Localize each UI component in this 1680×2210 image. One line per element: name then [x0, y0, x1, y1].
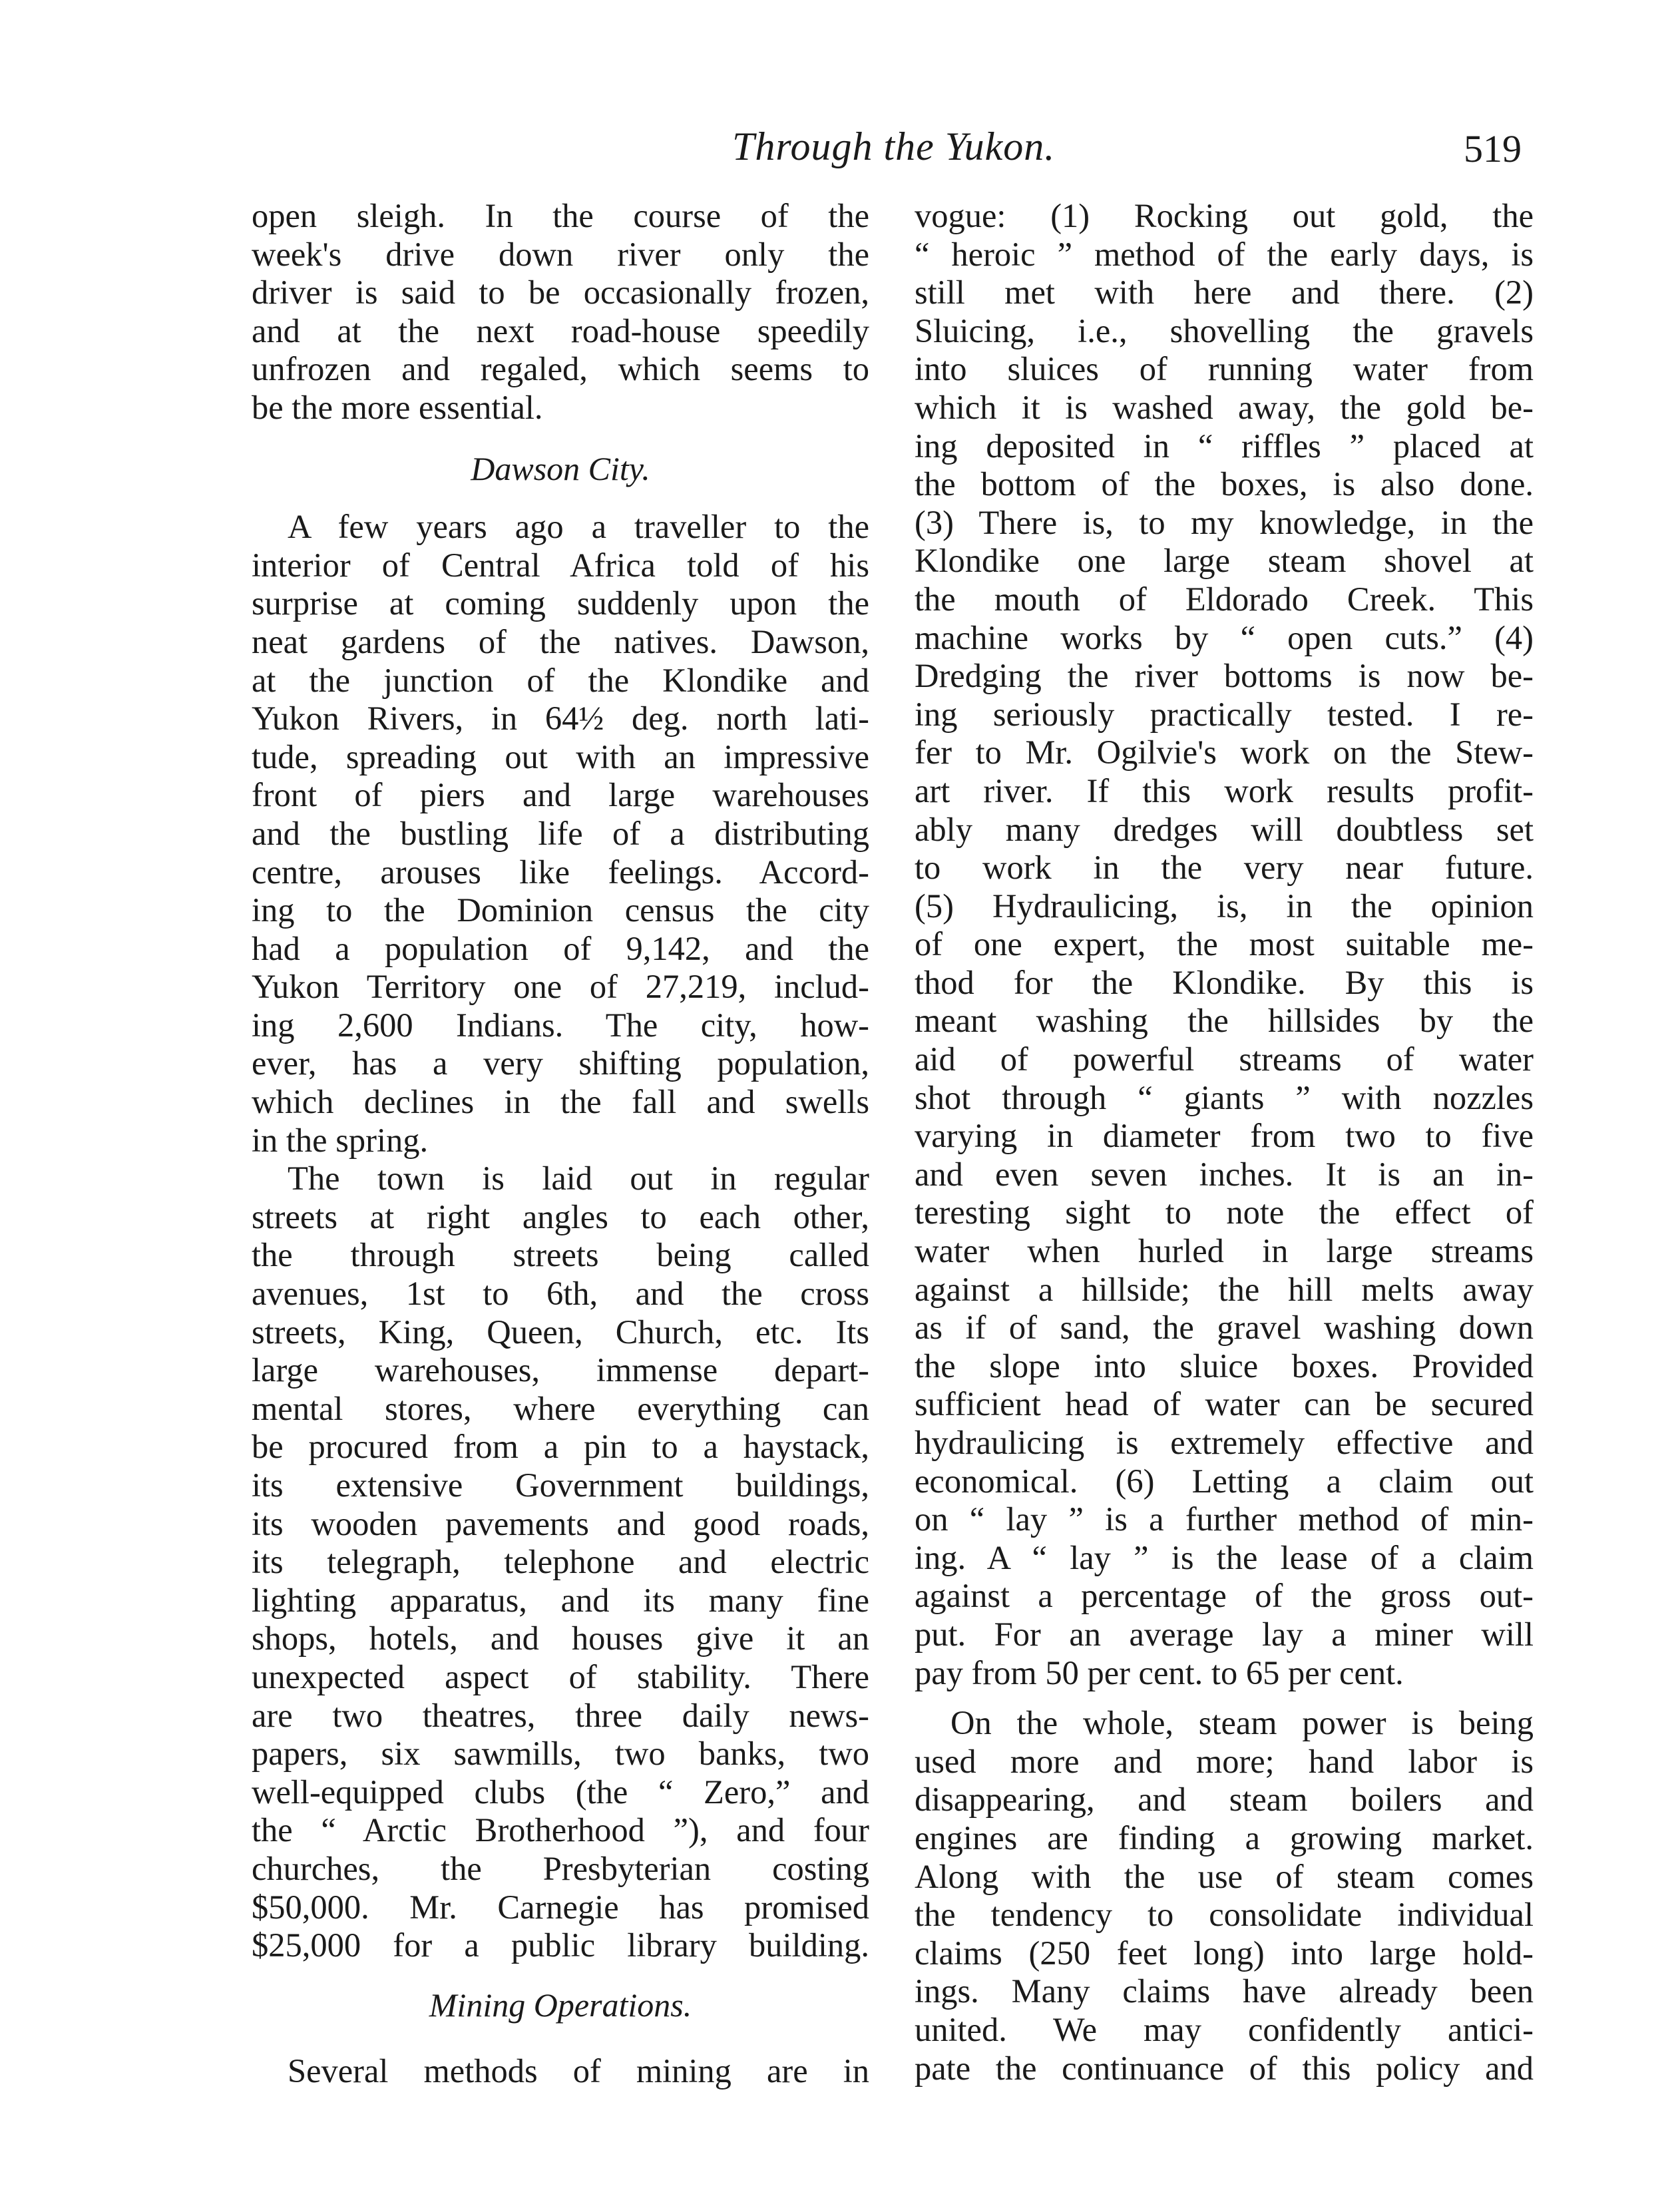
text-line: ing seriously practically tested. I re-: [915, 695, 1534, 733]
text-line: mental stores, where everything can: [252, 1389, 869, 1427]
text-line: On the whole, steam power is being: [950, 1704, 1534, 1742]
text-line: and even seven inches. It is an in-: [915, 1155, 1534, 1193]
text-line: unfrozen and regaled, which seems to: [252, 350, 869, 388]
text-line: hydraulicing is extremely effective and: [915, 1424, 1534, 1461]
text-line: on “ lay ” is a further method of min-: [915, 1500, 1534, 1538]
text-line: engines are finding a growing market.: [915, 1819, 1534, 1857]
text-line: its telegraph, telephone and electric: [252, 1543, 869, 1581]
text-line: Dredging the river bottoms is now be-: [915, 657, 1534, 695]
text-line: unexpected aspect of stability. There: [252, 1657, 869, 1695]
text-line: interior of Central Africa told of his: [252, 546, 869, 584]
text-line: lighting apparatus, and its many fine: [252, 1581, 869, 1619]
text-line: used more and more; hand labor is: [915, 1742, 1534, 1780]
text-line: ing deposited in “ riffles ” placed at: [915, 427, 1534, 465]
section-heading-mining-operations: Mining Operations.: [429, 1986, 692, 2024]
text-line: art river. If this work results profit-: [915, 772, 1534, 809]
text-line: surprise at coming suddenly upon the: [252, 584, 869, 622]
text-line: varying in diameter from two to five: [915, 1117, 1534, 1155]
text-line: united. We may confidently antici-: [915, 2010, 1534, 2048]
text-line: and at the next road-house speedily: [252, 312, 869, 349]
text-line: its extensive Government buildings,: [252, 1466, 869, 1504]
text-line: A few years ago a traveller to the: [288, 508, 869, 546]
text-line: shot through “ giants ” with nozzles: [915, 1078, 1534, 1116]
text-line: thod for the Klondike. By this is: [915, 963, 1534, 1001]
text-line: sufficient head of water can be secured: [915, 1385, 1534, 1423]
text-line: streets at right angles to each other,: [252, 1198, 869, 1235]
text-line: week's drive down river only the: [252, 235, 869, 273]
text-line: Klondike one large steam shovel at: [915, 542, 1534, 580]
text-line: at the junction of the Klondike and: [252, 661, 869, 699]
text-line: aid of powerful streams of water: [915, 1040, 1534, 1078]
text-line: ing to the Dominion census the city: [252, 891, 869, 929]
text-line: pay from 50 per cent. to 65 per cent.: [915, 1654, 1404, 1691]
text-line: “ heroic ” method of the early days, is: [915, 235, 1534, 273]
text-line: meant washing the hillsides by the: [915, 1002, 1534, 1040]
text-line: as if of sand, the gravel washing down: [915, 1309, 1534, 1347]
text-line: shops, hotels, and houses give it an: [252, 1620, 869, 1657]
text-line: open sleigh. In the course of the: [252, 197, 869, 234]
paragraph: [915, 1704, 1534, 2088]
text-line: Sluicing, i.e., shovelling the gravels: [915, 312, 1534, 349]
paragraph: [252, 1160, 869, 1964]
text-line: water when hurled in large streams: [915, 1232, 1534, 1270]
text-line: be the more essential.: [252, 388, 543, 426]
text-line: streets, King, Queen, Church, etc. Its: [252, 1313, 869, 1351]
paragraph: [252, 2052, 869, 2091]
text-line: tude, spreading out with an impressive: [252, 738, 869, 775]
paragraph: [915, 197, 1534, 1692]
text-line: The town is laid out in regular: [288, 1160, 869, 1198]
text-line: front of piers and large warehouses: [252, 776, 869, 814]
text-line: which declines in the fall and swells: [252, 1083, 869, 1121]
paragraph: [252, 197, 869, 427]
text-line: which it is washed away, the gold be-: [915, 388, 1534, 426]
text-line: (3) There is, to my knowledge, in the: [915, 503, 1534, 541]
text-line: ings. Many claims have already been: [915, 1972, 1534, 2010]
text-line: machine works by “ open cuts.” (4): [915, 618, 1534, 656]
text-line: Yukon Rivers, in 64½ deg. north lati-: [252, 700, 869, 738]
text-line: disappearing, and steam boilers and: [915, 1781, 1534, 1819]
text-line: claims (250 feet long) into large hold-: [915, 1934, 1534, 1972]
text-line: driver is said to be occasionally frozen,: [252, 274, 869, 312]
text-line: churches, the Presbyterian costing: [252, 1849, 869, 1887]
text-line: the “ Arctic Brotherhood ”), and four: [252, 1811, 869, 1849]
text-line: Yukon Territory one of 27,219, includ-: [252, 968, 869, 1006]
text-line: avenues, 1st to 6th, and the cross: [252, 1275, 869, 1313]
text-line: be procured from a pin to a haystack,: [252, 1428, 869, 1466]
text-line: its wooden pavements and good roads,: [252, 1504, 869, 1542]
text-line: papers, six sawmills, two banks, two: [252, 1735, 869, 1773]
text-line: teresting sight to note the effect of: [915, 1194, 1534, 1231]
right-column: [915, 197, 1534, 2088]
text-line: ing. A “ lay ” is the lease of a claim: [915, 1538, 1534, 1576]
text-line: put. For an average lay a miner will: [915, 1615, 1534, 1653]
text-line: the slope into sluice boxes. Provided: [915, 1347, 1534, 1385]
page-number: 519: [1464, 127, 1522, 170]
text-line: ing 2,600 Indians. The city, how-: [252, 1006, 869, 1044]
text-line: fer to Mr. Ogilvie's work on the Stew-: [915, 734, 1534, 772]
text-line: and the bustling life of a distributing: [252, 814, 869, 852]
text-line: to work in the very near future.: [915, 849, 1534, 887]
text-line: large warehouses, immense depart-: [252, 1351, 869, 1389]
text-line: in the spring.: [252, 1121, 429, 1159]
text-line: ever, has a very shifting population,: [252, 1044, 869, 1082]
text-line: against a percentage of the gross out-: [915, 1577, 1534, 1615]
left-column: [252, 197, 869, 2091]
section-heading-dawson-city: Dawson City.: [471, 449, 650, 487]
running-title: Through the Yukon.: [732, 124, 1056, 168]
text-line: $50,000. Mr. Carnegie has promised: [252, 1888, 869, 1926]
text-line: are two theatres, three daily news-: [252, 1696, 869, 1734]
text-line: pate the continuance of this policy and: [915, 2049, 1534, 2087]
text-line: centre, arouses like feelings. Accord-: [252, 853, 869, 891]
text-line: vogue: (1) Rocking out gold, the: [915, 197, 1534, 234]
text-line: ably many dredges will doubtless set: [915, 810, 1534, 848]
text-line: into sluices of running water from: [915, 350, 1534, 388]
text-line: the bottom of the boxes, is also done.: [915, 465, 1534, 503]
text-line: well-equipped clubs (the “ Zero,” and: [252, 1773, 869, 1811]
text-line: neat gardens of the natives. Dawson,: [252, 622, 869, 660]
text-line: Along with the use of steam comes: [915, 1857, 1534, 1895]
text-line: against a hillside; the hill melts away: [915, 1270, 1534, 1308]
text-line: had a population of 9,142, and the: [252, 929, 869, 967]
text-line: the tendency to consolidate individual: [915, 1896, 1534, 1934]
text-line: still met with here and there. (2): [915, 274, 1534, 312]
paragraph: [252, 508, 869, 1160]
text-line: of one expert, the most suitable me-: [915, 925, 1534, 963]
text-line: Several methods of mining are in: [288, 2052, 869, 2090]
text-line: the through streets being called: [252, 1236, 869, 1274]
text-line: economical. (6) Letting a claim out: [915, 1462, 1534, 1500]
text-line: the mouth of Eldorado Creek. This: [915, 580, 1534, 618]
text-line: $25,000 for a public library building.: [252, 1926, 869, 1964]
text-line: (5) Hydraulicing, is, in the opinion: [915, 887, 1534, 925]
